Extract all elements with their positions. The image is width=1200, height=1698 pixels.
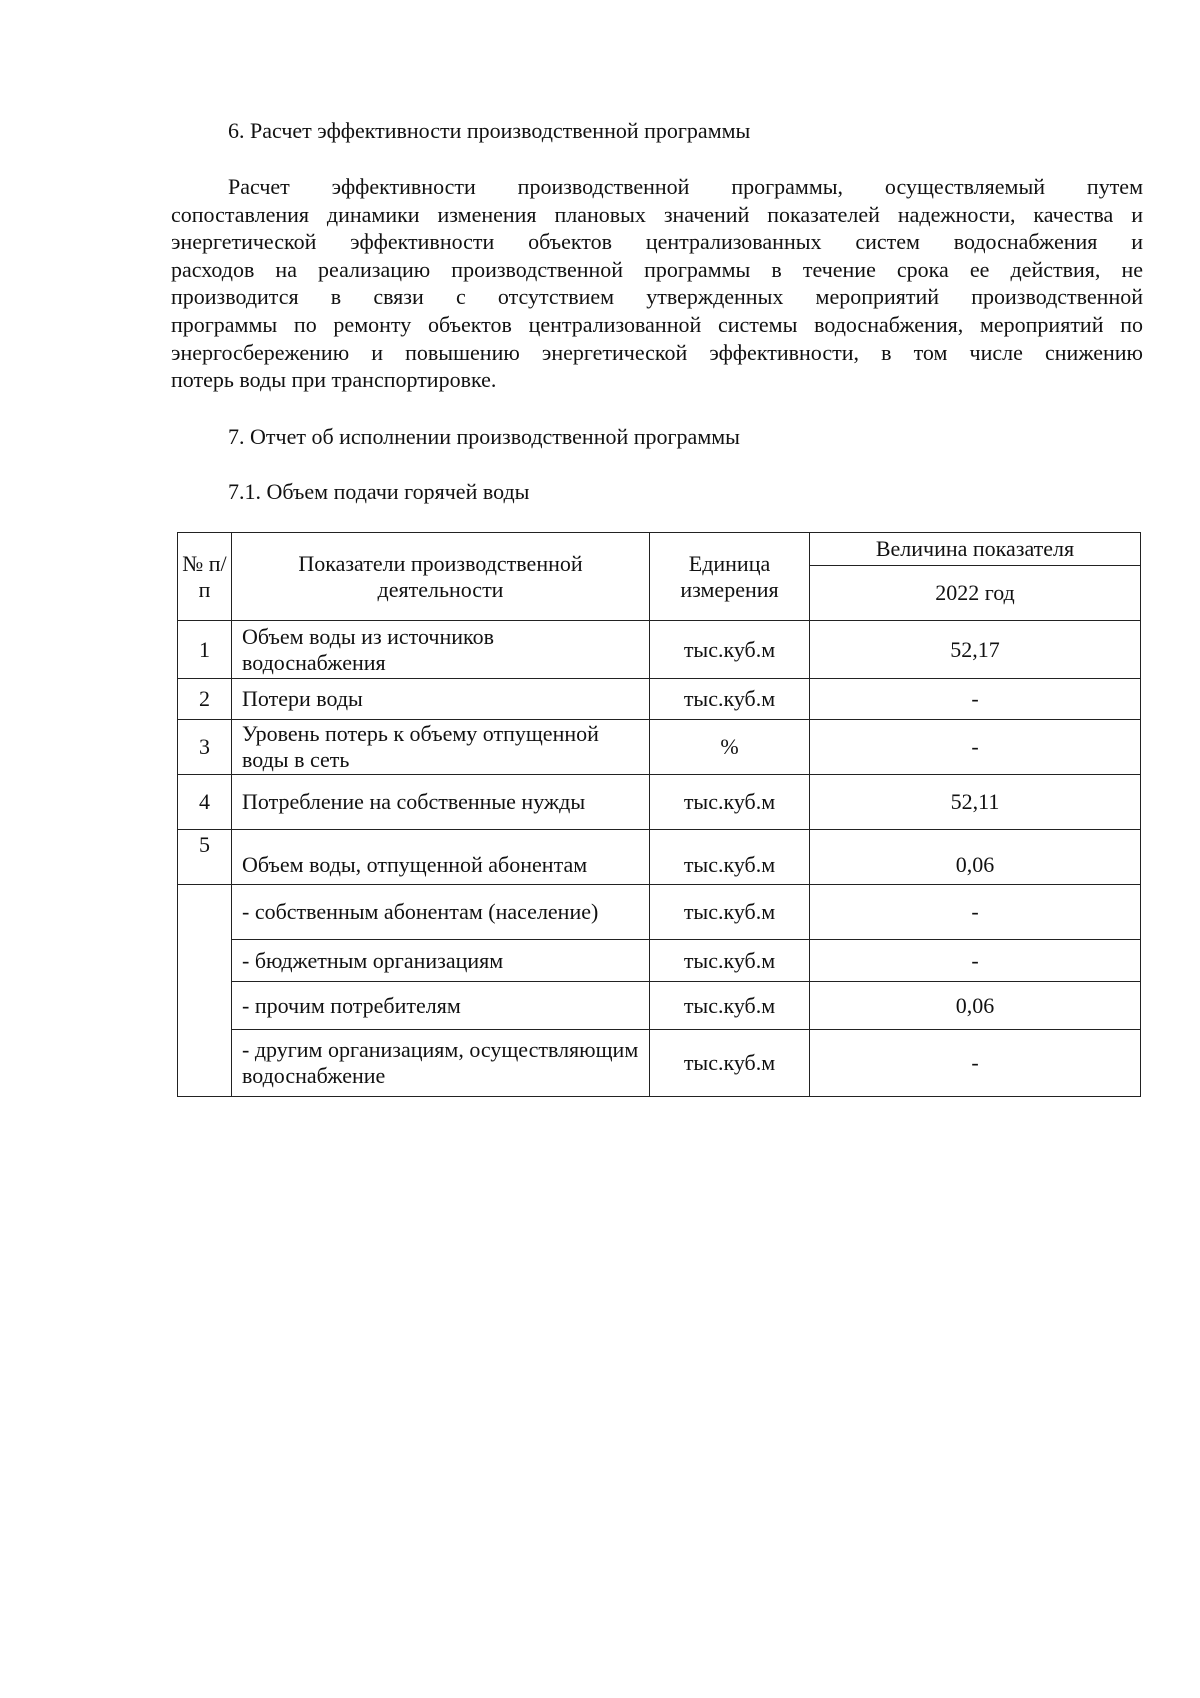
section-6-heading: 6. Расчет эффективности производственной программы <box>228 118 751 143</box>
header-value-group: Величина показателя <box>810 533 1141 566</box>
row-unit: тыс.куб.м <box>650 621 810 679</box>
header-year: 2022 год <box>810 566 1141 621</box>
header-num: № п/п <box>178 533 232 621</box>
row-indicator: Уровень потерь к объему отпущенной воды в сеть <box>232 720 650 775</box>
row-num: 5 <box>178 830 232 885</box>
paragraph-line: производится в связи с отсутствием утвержденных мероприятий производственной <box>171 284 1143 310</box>
sub-row-value: 0,06 <box>810 982 1141 1030</box>
row-num: 3 <box>178 720 232 775</box>
paragraph-line: расходов на реализацию производственной программы в течение срока ее действия, не <box>171 256 1143 282</box>
paragraph-line: сопоставления динамики изменения плановых значений показателей надежности, качества и <box>171 201 1143 227</box>
row-value: 52,11 <box>810 775 1141 830</box>
row-unit: тыс.куб.м <box>650 830 810 885</box>
row-unit: тыс.куб.м <box>650 679 810 720</box>
paragraph-line: энергетической эффективности объектов централизованных систем водоснабжения и <box>171 229 1143 255</box>
row-indicator: Объем воды из источников водоснабжения <box>232 621 650 679</box>
section-7-1-heading: 7.1. Объем подачи горячей воды <box>228 479 530 504</box>
sub-row-indicator: - прочим потребителям <box>232 982 650 1030</box>
row-indicator: Потери воды <box>232 679 650 720</box>
sub-row-unit: тыс.куб.м <box>650 940 810 982</box>
row-value: - <box>810 679 1141 720</box>
row-unit: % <box>650 720 810 775</box>
table-row <box>178 679 1141 720</box>
header-indicator: Показатели производственной деятельности <box>232 533 650 621</box>
section-7-heading: 7. Отчет об исполнении производственной программы <box>228 424 740 449</box>
sub-row-indicator: - собственным абонентам (население) <box>232 885 650 940</box>
paragraph-line: программы по ремонту объектов централизованной системы водоснабжения, мероприятий по <box>171 311 1143 337</box>
sub-row-unit: тыс.куб.м <box>650 982 810 1030</box>
table-row <box>178 775 1141 830</box>
sub-row-value: - <box>810 940 1141 982</box>
row-value: 0,06 <box>810 830 1141 885</box>
table-row <box>178 621 1141 679</box>
table-sub-row <box>178 982 1141 1030</box>
row-num: 4 <box>178 775 232 830</box>
sub-row-indicator: - другим организациям, осуществляющим водоснабжение <box>232 1030 650 1097</box>
row-num: 2 <box>178 679 232 720</box>
table-row <box>178 720 1141 775</box>
table-sub-row <box>178 1030 1141 1097</box>
sub-row-value: - <box>810 1030 1141 1097</box>
paragraph-line: потерь воды при транспортировке. <box>171 367 497 393</box>
row-indicator: Объем воды, отпущенной абонентам <box>232 830 650 885</box>
table-sub-row <box>178 885 1141 940</box>
row-value: 52,17 <box>810 621 1141 679</box>
sub-row-indicator: - бюджетным организациям <box>232 940 650 982</box>
sub-row-value: - <box>810 885 1141 940</box>
paragraph-line: энергосбережению и повышению энергетической эффективности, в том числе снижению <box>171 339 1143 365</box>
paragraph-line: Расчет эффективности производственной программы, осуществляемый путем <box>228 174 1143 199</box>
hot-water-supply-table <box>177 532 1141 1097</box>
table-sub-row <box>178 940 1141 982</box>
sub-rows-num-blank <box>178 885 232 1097</box>
row-unit: тыс.куб.м <box>650 775 810 830</box>
header-unit: Единица измерения <box>650 533 810 621</box>
row-indicator: Потребление на собственные нужды <box>232 775 650 830</box>
row-num: 1 <box>178 621 232 679</box>
sub-row-unit: тыс.куб.м <box>650 1030 810 1097</box>
efficiency-paragraph <box>171 173 1143 394</box>
table-row <box>178 830 1141 885</box>
sub-row-unit: тыс.куб.м <box>650 885 810 940</box>
row-value: - <box>810 720 1141 775</box>
